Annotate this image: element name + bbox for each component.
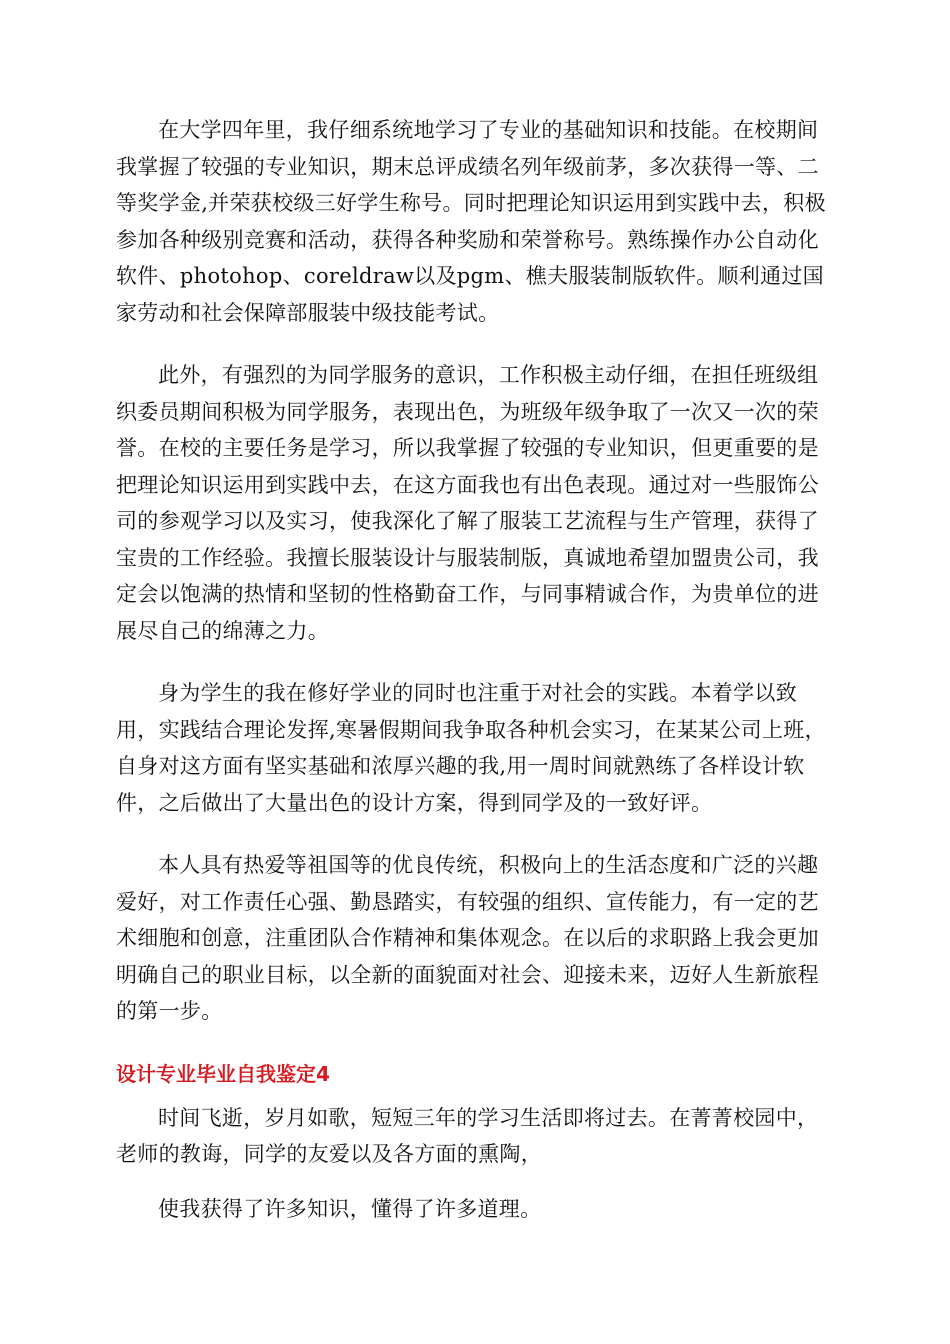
section-paragraph-knowledge: 使我获得了许多知识，懂得了许多道理。 — [158, 1196, 542, 1221]
paragraph-service: 此外，有强烈的为同学服务的意识，工作积极主动仔细，在担任班级组织委员期间积极为同学服务，表现出色，为班级年级争取了一次又一次的荣誉。在校的主要任务是学习，所以我掌握了较强的专业知识，但更重要的是把理论知识运用到实践中去，在这方面我也有出色表现。通过对一些服饰公司的参观学习以及实习，使我深化了解了服装工艺流程与生产管理，获得了宝贵的工作经验。我擅长服装设计与服装制版，真诚地希望加盟贵公司，我定会以饱满的热情和坚韧的性格勤奋工作，与同事精诚合作，为贵单位的进展尽自己的绵薄之力。 — [116, 363, 819, 643]
section-heading: 设计专业毕业自我鉴定4 — [116, 1061, 330, 1086]
document-body — [116, 112, 836, 1253]
paragraph-practice: 身为学生的我在修好学业的同时也注重于对社会的实践。本着学以致用，实践结合理论发挥,寒暑假期间我争取各种机会实习，在某某公司上班，自身对这方面有坚实基础和浓厚兴趣的我,用一周时间就熟练了各样设计软件，之后做出了大量出色的设计方案，得到同学及的一致好评。 — [116, 681, 826, 815]
section-paragraph-time: 时间飞逝，岁月如歌，短短三年的学习生活即将过去。在菁菁校园中，老师的教诲，同学的友爱以及各方面的熏陶， — [116, 1105, 819, 1166]
paragraph-character: 本人具有热爱等祖国等的优良传统，积极向上的生活态度和广泛的兴趣爱好，对工作责任心强、勤恳踏实，有较强的组织、宣传能力，有一定的艺术细胞和创意，注重团队合作精神和集体观念。在以后的求职路上我会更加明确自己的职业目标，以全新的面貌面对社会、迎接未来，迈好人生新旅程的第一步。 — [116, 853, 819, 1023]
paragraph-study: 在大学四年里，我仔细系统地学习了专业的基础知识和技能。在校期间我掌握了较强的专业知识，期末总评成绩名列年级前茅，多次获得一等、二等奖学金,并荣获校级三好学生称号。同时把理论知识运用到实践中去，积极参加各种级别竞赛和活动，获得各种奖励和荣誉称号。熟练操作办公自动化软件、photohop、coreldraw以及pgm、樵夫服装制版软件。顺利通过国家劳动和社会保障部服装中级技能考试。 — [116, 118, 826, 325]
